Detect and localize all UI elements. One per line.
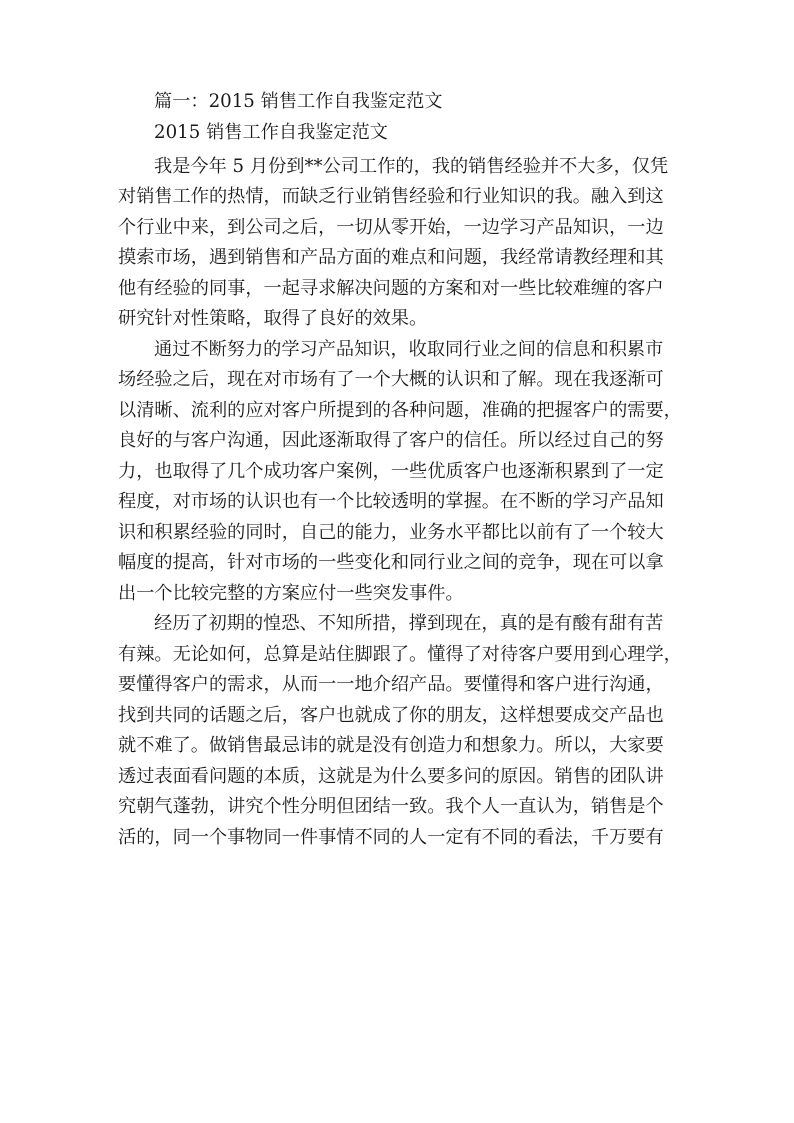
paragraph-line: 程度，对市场的认识也有一个比较透明的掌握。在不断的学习产品知 <box>118 491 664 512</box>
document-heading: 篇一：2015 销售工作自我鉴定范文 <box>154 91 443 112</box>
paragraph-line: 以清晰、流利的应对客户所提到的各种问题，准确的把握客户的需要， <box>118 399 682 421</box>
paragraph-line: 透过表面看问题的本质，这就是为什么要多问的原因。销售的团队讲 <box>118 765 664 787</box>
paragraph-line: 就不难了。做销售最忌讳的就是没有创造力和想象力。所以，大家要 <box>118 735 664 756</box>
paragraph-line: 研究针对性策略，取得了良好的效果。 <box>118 308 428 329</box>
paragraph-line: 识和积累经验的同时，自己的能力，业务水平都比以前有了一个较大 <box>118 521 664 543</box>
paragraph-line: 场经验之后，现在对市场有了一个大概的认识和了解。现在我逐渐可 <box>118 369 664 390</box>
paragraph-line: 经历了初期的惶恐、不知所措，撑到现在，真的是有酸有甜有苦 <box>154 613 664 634</box>
paragraph-line: 要懂得客户的需求，从而一一地介绍产品。要懂得和客户进行沟通， <box>118 674 664 695</box>
paragraph-line: 力，也取得了几个成功客户案例，一些优质客户也逐渐积累到了一定 <box>118 460 664 482</box>
paragraph-2 <box>118 335 682 610</box>
paragraph-line: 摸索市场，遇到销售和产品方面的难点和问题，我经常请教经理和其 <box>118 247 664 268</box>
paragraph-line: 我是今年 5 月份到**公司工作的，我的销售经验并不大多，仅凭 <box>154 155 669 177</box>
paragraph-line: 究朝气蓬勃，讲究个性分明但团结一致。我个人一直认为，销售是个 <box>118 796 664 817</box>
paragraph-line: 个行业中来，到公司之后，一切从零开始，一边学习产品知识，一边 <box>118 216 664 238</box>
paragraph-line: 良好的与客户沟通，因此逐渐取得了客户的信任。所以经过自己的努 <box>118 430 664 451</box>
document-subheading: 2015 销售工作自我鉴定范文 <box>154 122 388 143</box>
document-page <box>118 86 682 853</box>
paragraph-line: 出一个比较完整的方案应付一些突发事件。 <box>118 582 464 604</box>
paragraph-line: 活的，同一个事物同一件事情不同的人一定有不同的看法，千万要有 <box>118 826 664 848</box>
paragraph-line: 对销售工作的热情，而缺乏行业销售经验和行业知识的我。融入到这 <box>118 186 664 207</box>
paragraph-3 <box>118 609 682 853</box>
paragraph-line: 有辣。无论如何，总算是站住脚跟了。懂得了对待客户要用到心理学， <box>118 643 682 665</box>
paragraph-line: 通过不断努力的学习产品知识，收取同行业之间的信息和积累市 <box>154 338 664 360</box>
paragraph-line: 找到共同的话题之后，客户也就成了你的朋友，这样想要成交产品也 <box>118 704 664 726</box>
paragraph-line: 幅度的提高，针对市场的一些变化和同行业之间的竞争，现在可以拿 <box>118 552 664 573</box>
paragraph-line: 他有经验的同事，一起寻求解决问题的方案和对一些比较难缠的客户 <box>118 277 664 299</box>
paragraph-1 <box>118 152 682 335</box>
